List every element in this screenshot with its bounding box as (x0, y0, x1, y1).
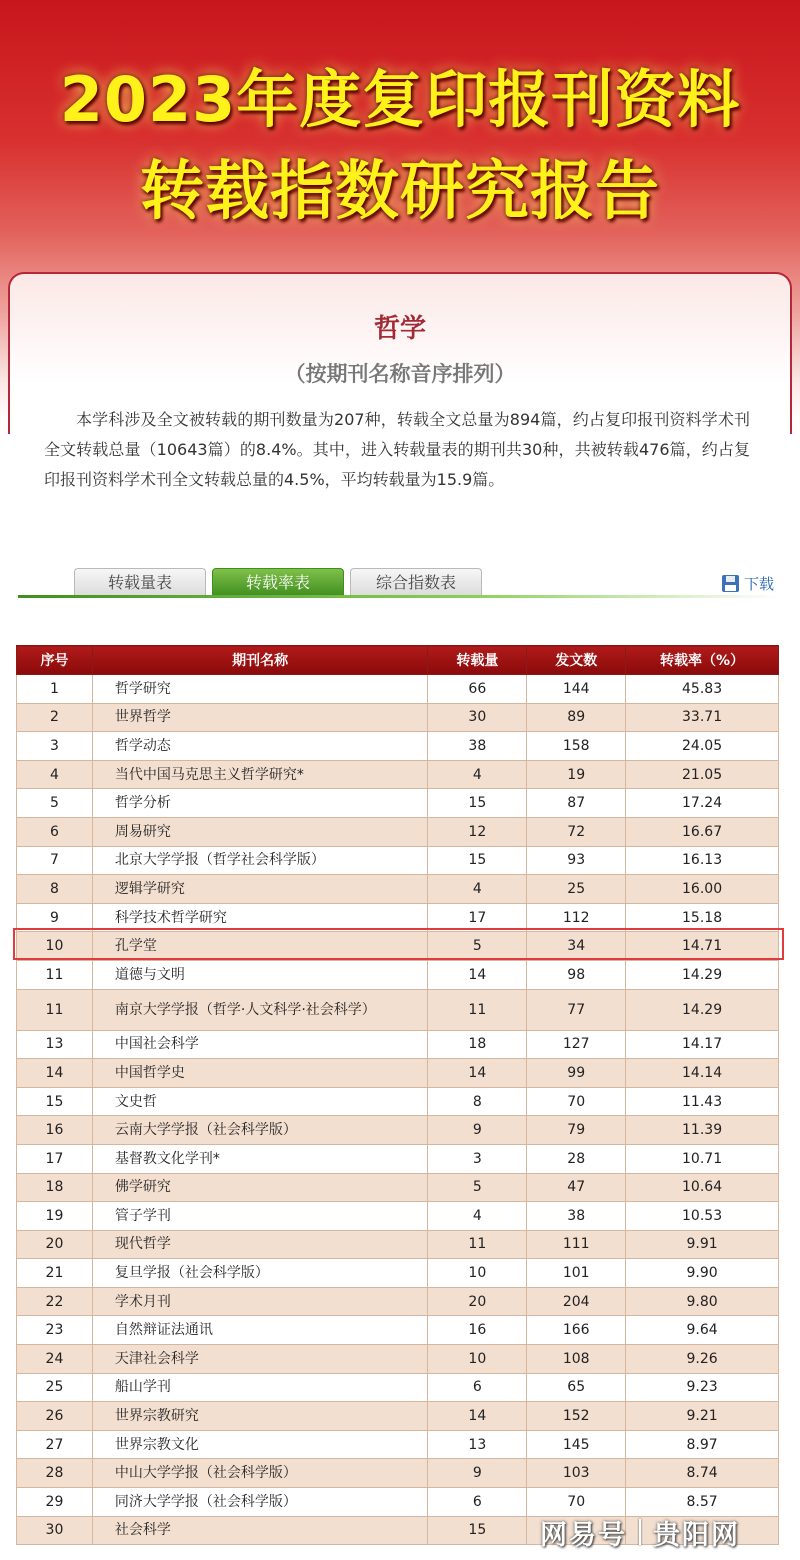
cell-reprints: 15 (428, 846, 527, 875)
cell-reprints: 9 (428, 1459, 527, 1488)
cell-reprints: 13 (428, 1430, 527, 1459)
report-title-line-1: 2023年度复印报刊资料 (59, 63, 741, 136)
cell-journal-name: 中国哲学史 (92, 1059, 428, 1088)
cell-articles: 47 (527, 1173, 626, 1202)
cell-reprints: 18 (428, 1030, 527, 1059)
cell-articles: 87 (527, 789, 626, 818)
cell-reprints: 16 (428, 1316, 527, 1345)
cell-rank: 11 (17, 960, 93, 989)
cell-rank: 27 (17, 1430, 93, 1459)
cell-journal-name: 哲学分析 (92, 789, 428, 818)
cell-rank: 14 (17, 1059, 93, 1088)
cell-rate: 9.90 (626, 1259, 779, 1288)
cell-reprints: 38 (428, 732, 527, 761)
cell-reprints: 8 (428, 1087, 527, 1116)
cell-rank: 2 (17, 703, 93, 732)
cell-rate: 10.71 (626, 1144, 779, 1173)
cell-rank: 28 (17, 1459, 93, 1488)
cell-articles: 72 (527, 817, 626, 846)
table-row (17, 1287, 779, 1316)
cell-journal-name: 道德与文明 (92, 960, 428, 989)
watermark (540, 1510, 740, 1554)
cell-journal-name: 学术月刊 (92, 1287, 428, 1316)
cell-reprints: 5 (428, 932, 527, 961)
cell-journal-name: 社会科学 (92, 1516, 428, 1545)
cell-rank: 23 (17, 1316, 93, 1345)
cell-rate: 17.24 (626, 789, 779, 818)
tab-reprint-volume[interactable]: 转载量表 (74, 568, 206, 596)
table-row (17, 846, 779, 875)
cell-journal-name: 哲学动态 (92, 732, 428, 761)
cell-rate: 10.53 (626, 1202, 779, 1231)
cell-rate: 15.18 (626, 903, 779, 932)
cell-journal-name: 周易研究 (92, 817, 428, 846)
cell-articles: 111 (527, 1230, 626, 1259)
cell-journal-name: 佛学研究 (92, 1173, 428, 1202)
cell-reprints: 15 (428, 1516, 527, 1545)
table-row (17, 1030, 779, 1059)
cell-journal-name: 中国社会科学 (92, 1030, 428, 1059)
cell-journal-name: 逻辑学研究 (92, 875, 428, 904)
cell-reprints: 11 (428, 989, 527, 1030)
cell-rank: 26 (17, 1402, 93, 1431)
cell-rate: 9.26 (626, 1345, 779, 1374)
cell-rate: 45.83 (626, 675, 779, 704)
cell-journal-name: 自然辩证法通讯 (92, 1316, 428, 1345)
cell-articles: 28 (527, 1144, 626, 1173)
cell-journal-name: 科学技术哲学研究 (92, 903, 428, 932)
cell-journal-name: 同济大学学报（社会科学版） (92, 1488, 428, 1517)
table-row (17, 960, 779, 989)
watermark-right: 贵阳网 (653, 1519, 740, 1551)
table-header-row (17, 646, 779, 675)
header-rate: 转载率（%） (626, 646, 779, 675)
cell-articles: 79 (527, 1116, 626, 1145)
cell-reprints: 10 (428, 1345, 527, 1374)
cell-journal-name: 哲学研究 (92, 675, 428, 704)
cell-articles: 77 (527, 989, 626, 1030)
cell-articles: 25 (527, 875, 626, 904)
cell-articles: 144 (527, 675, 626, 704)
cell-journal-name: 世界哲学 (92, 703, 428, 732)
table-row (17, 1430, 779, 1459)
header-rank: 序号 (17, 646, 93, 675)
cell-rate: 9.80 (626, 1287, 779, 1316)
cell-journal-name: 文史哲 (92, 1087, 428, 1116)
cell-rate: 9.23 (626, 1373, 779, 1402)
download-button[interactable] (722, 572, 774, 594)
cell-reprints: 6 (428, 1373, 527, 1402)
reprint-rate-table (16, 645, 779, 1545)
table-row (17, 789, 779, 818)
table-row (17, 703, 779, 732)
table-row (17, 1173, 779, 1202)
table-row (17, 1316, 779, 1345)
table-row (17, 732, 779, 761)
cell-rate: 11.43 (626, 1087, 779, 1116)
download-label: 下载 (744, 574, 775, 593)
cell-rate: 16.00 (626, 875, 779, 904)
cell-rate: 8.97 (626, 1430, 779, 1459)
cell-articles: 89 (527, 703, 626, 732)
table-row (17, 1116, 779, 1145)
cell-reprints: 20 (428, 1287, 527, 1316)
cell-rank: 10 (17, 932, 93, 961)
cell-rank: 1 (17, 675, 93, 704)
cell-reprints: 14 (428, 1402, 527, 1431)
cell-reprints: 4 (428, 875, 527, 904)
header-reprints: 转载量 (428, 646, 527, 675)
cell-reprints: 17 (428, 903, 527, 932)
cell-reprints: 30 (428, 703, 527, 732)
cell-articles: 99 (527, 1059, 626, 1088)
cell-reprints: 12 (428, 817, 527, 846)
cell-rank: 15 (17, 1087, 93, 1116)
cell-articles: 38 (527, 1202, 626, 1231)
cell-rate: 14.29 (626, 989, 779, 1030)
cell-articles: 98 (527, 960, 626, 989)
cell-rank: 29 (17, 1488, 93, 1517)
cell-rank: 3 (17, 732, 93, 761)
cell-rate: 24.05 (626, 732, 779, 761)
cell-rate: 14.14 (626, 1059, 779, 1088)
table-tabs (74, 568, 482, 596)
floppy-disk-icon (722, 575, 739, 592)
cell-journal-name: 世界宗教研究 (92, 1402, 428, 1431)
table-row (17, 1402, 779, 1431)
cell-journal-name: 中山大学学报（社会科学版） (92, 1459, 428, 1488)
cell-rank: 24 (17, 1345, 93, 1374)
cell-rank: 19 (17, 1202, 93, 1231)
cell-rank: 20 (17, 1230, 93, 1259)
cell-journal-name: 现代哲学 (92, 1230, 428, 1259)
cell-reprints: 4 (428, 1202, 527, 1231)
cell-journal-name: 船山学刊 (92, 1373, 428, 1402)
table-row (17, 1459, 779, 1488)
cell-reprints: 5 (428, 1173, 527, 1202)
cell-articles: 108 (527, 1345, 626, 1374)
order-note: （按期刊名称音序排列） (284, 361, 516, 386)
cell-rank: 6 (17, 817, 93, 846)
cell-journal-name: 世界宗教文化 (92, 1430, 428, 1459)
cell-reprints: 9 (428, 1116, 527, 1145)
cell-rank: 5 (17, 789, 93, 818)
cell-reprints: 4 (428, 760, 527, 789)
table-row (17, 989, 779, 1030)
cell-rate: 10.64 (626, 1173, 779, 1202)
cell-rank: 16 (17, 1116, 93, 1145)
cell-articles: 70 (527, 1087, 626, 1116)
cell-rank: 21 (17, 1259, 93, 1288)
cell-rate: 14.29 (626, 960, 779, 989)
tab-composite-index[interactable]: 综合指数表 (350, 568, 482, 596)
summary-paragraph: 本学科涉及全文被转载的期刊数量为207种，转载全文总量为894篇，约占复印报刊资料学术刊全文转载总量（10643篇）的8.4%。其中，进入转载量表的期刊共30种，共被转载476篇，约占复印报刊资料学术刊全文转载总量的4.5%，平均转载量为15.9篇。 (44, 410, 750, 489)
cell-journal-name: 北京大学学报（哲学社会科学版） (92, 846, 428, 875)
cell-journal-name: 复旦学报（社会科学版） (92, 1259, 428, 1288)
tab-underline (18, 595, 780, 598)
cell-articles: 103 (527, 1459, 626, 1488)
cell-reprints: 15 (428, 789, 527, 818)
table-row (17, 932, 779, 961)
cell-journal-name: 南京大学学报（哲学·人文科学·社会科学） (92, 989, 428, 1030)
cell-rank: 13 (17, 1030, 93, 1059)
tab-reprint-rate[interactable]: 转载率表 (212, 568, 344, 596)
cell-articles: 65 (527, 1373, 626, 1402)
cell-rate: 16.13 (626, 846, 779, 875)
cell-rate: 14.17 (626, 1030, 779, 1059)
table-row (17, 1087, 779, 1116)
cell-rate: 8.74 (626, 1459, 779, 1488)
table-row (17, 875, 779, 904)
cell-rate: 11.39 (626, 1116, 779, 1145)
header-journal-name: 期刊名称 (92, 646, 428, 675)
table-row (17, 1373, 779, 1402)
table-row (17, 1144, 779, 1173)
table-row (17, 675, 779, 704)
cell-rank: 11 (17, 989, 93, 1030)
cell-rate: 9.91 (626, 1230, 779, 1259)
cell-rank: 18 (17, 1173, 93, 1202)
table-row (17, 1230, 779, 1259)
cell-rate: 8.57 (626, 1488, 779, 1517)
cell-rate: 16.67 (626, 817, 779, 846)
table-row (17, 1202, 779, 1231)
table-row (17, 1259, 779, 1288)
cell-articles: 101 (527, 1259, 626, 1288)
cell-rank: 8 (17, 875, 93, 904)
cell-journal-name: 天津社会科学 (92, 1345, 428, 1374)
table-row (17, 1059, 779, 1088)
cell-rank: 4 (17, 760, 93, 789)
cell-rate: 33.71 (626, 703, 779, 732)
cell-journal-name: 管子学刊 (92, 1202, 428, 1231)
cell-rate: 9.64 (626, 1316, 779, 1345)
table-row (17, 760, 779, 789)
cell-articles: 34 (527, 932, 626, 961)
cell-reprints: 14 (428, 1059, 527, 1088)
cell-articles: 70 (527, 1488, 626, 1517)
table-row (17, 903, 779, 932)
cell-journal-name: 孔学堂 (92, 932, 428, 961)
cell-rank: 30 (17, 1516, 93, 1545)
cell-articles: 158 (527, 732, 626, 761)
cell-reprints: 11 (428, 1230, 527, 1259)
cell-rate: 14.71 (626, 932, 779, 961)
watermark-separator (639, 1519, 641, 1545)
cell-rank: 9 (17, 903, 93, 932)
cell-journal-name: 基督教文化学刊* (92, 1144, 428, 1173)
cell-rank: 17 (17, 1144, 93, 1173)
cell-articles: 166 (527, 1316, 626, 1345)
cell-journal-name: 当代中国马克思主义哲学研究* (92, 760, 428, 789)
table-row (17, 1345, 779, 1374)
cell-rate: 21.05 (626, 760, 779, 789)
watermark-left: 网易号 (540, 1519, 627, 1551)
cell-rank: 22 (17, 1287, 93, 1316)
cell-reprints: 3 (428, 1144, 527, 1173)
cell-articles: 93 (527, 846, 626, 875)
report-title-line-2: 转载指数研究报告 (140, 155, 660, 229)
cell-articles: 19 (527, 760, 626, 789)
header-articles: 发文数 (527, 646, 626, 675)
cell-rate: 9.21 (626, 1402, 779, 1431)
cell-reprints: 6 (428, 1488, 527, 1517)
subject-title: 哲学 (373, 314, 426, 344)
cell-articles: 112 (527, 903, 626, 932)
table-row (17, 817, 779, 846)
cell-rank: 7 (17, 846, 93, 875)
cell-journal-name: 云南大学学报（社会科学版） (92, 1116, 428, 1145)
cell-reprints: 10 (428, 1259, 527, 1288)
cell-articles: 204 (527, 1287, 626, 1316)
cell-reprints: 66 (428, 675, 527, 704)
cell-articles: 152 (527, 1402, 626, 1431)
cell-articles: 145 (527, 1430, 626, 1459)
cell-reprints: 14 (428, 960, 527, 989)
cell-articles: 127 (527, 1030, 626, 1059)
cell-rank: 25 (17, 1373, 93, 1402)
